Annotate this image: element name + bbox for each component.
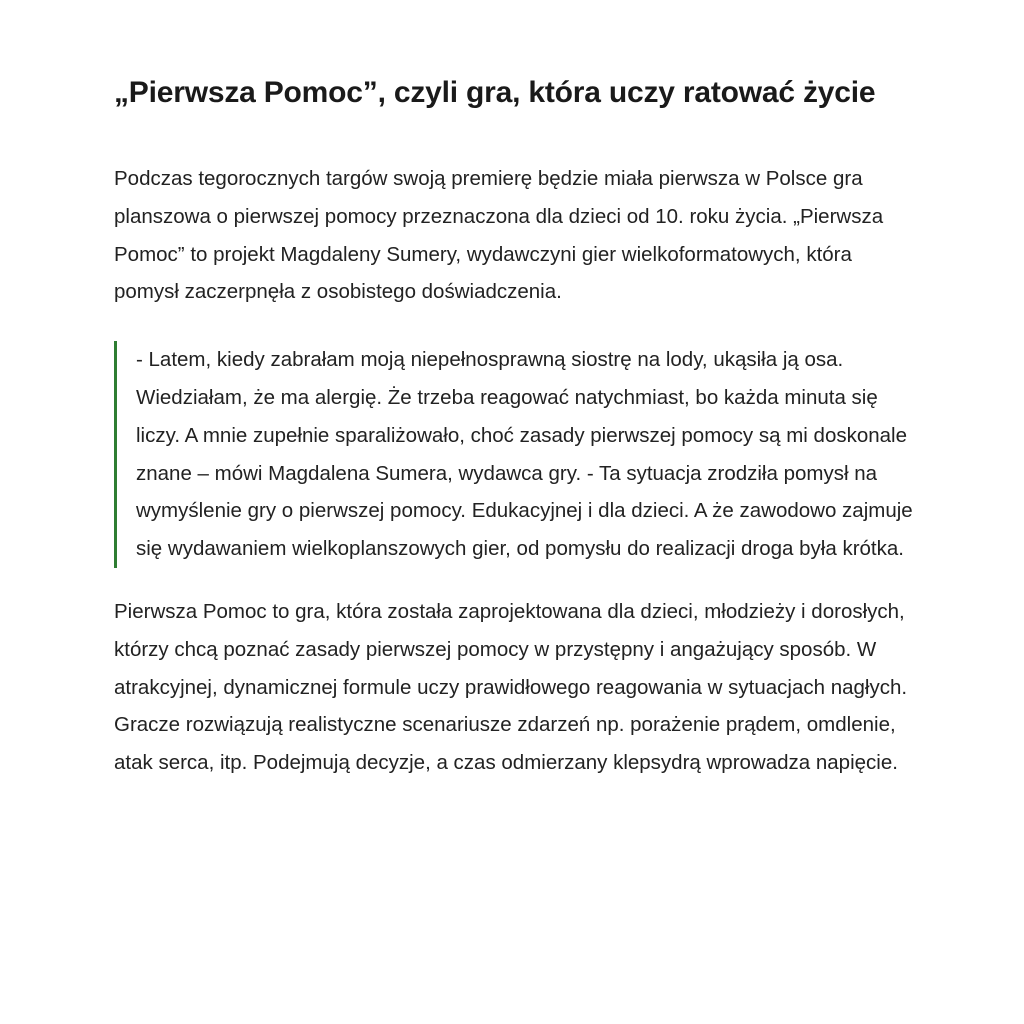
lead-paragraph: Podczas tegorocznych targów swoją premierę będzie miała pierwsza w Polsce gra planszowa o pierwszej pomocy przeznaczona dla dzieci od 10. roku życia. „Pierwsza Pomoc” to projekt Magdaleny Sumery, wydawczyni gier wielkoformatowych, która pomysł zaczerpnęła z osobistego doświadczenia. [114,167,884,304]
article [114,70,914,782]
blockquote [114,341,914,568]
article-title: „Pierwsza Pomoc”, czyli gra, która uczy ratować życie [114,76,876,109]
quote-text: - Latem, kiedy zabrałam moją niepełnosprawną siostrę na lody, ukąsiła ją osa. Wiedziałam, że ma alergię. Że trzeba reagować natychmiast, bo każda minuta się liczy. A mnie zupełnie sparaliżowało, choć zasady pierwszej pomocy są mi doskonale znane – mówi Magdalena Sumera, wydawca gry. - Ta sytuacja zrodziła pomysł na wymyślenie gry o pierwszej pomocy. Edukacyjnej i dla dzieci. A że zawodowo zajmuje się wydawaniem wielkoplanszowych gier, od pomysłu do realizacji droga była krótka. [136,348,913,561]
body-paragraph: Pierwsza Pomoc to gra, która została zaprojektowana dla dzieci, młodzieży i dorosłych, którzy chcą poznać zasady pierwszej pomocy w przystępny i angażujący sposób. W atrakcyjnej, dynamicznej formule uczy prawidłowego reagowania w sytuacjach nagłych. Gracze rozwiązują realistyczne scenariusze zdarzeń np. porażenie prądem, omdlenie, atak serca, itp. Podejmują decyzje, a czas odmierzany klepsydrą wprowadza napięcie. [114,599,908,775]
